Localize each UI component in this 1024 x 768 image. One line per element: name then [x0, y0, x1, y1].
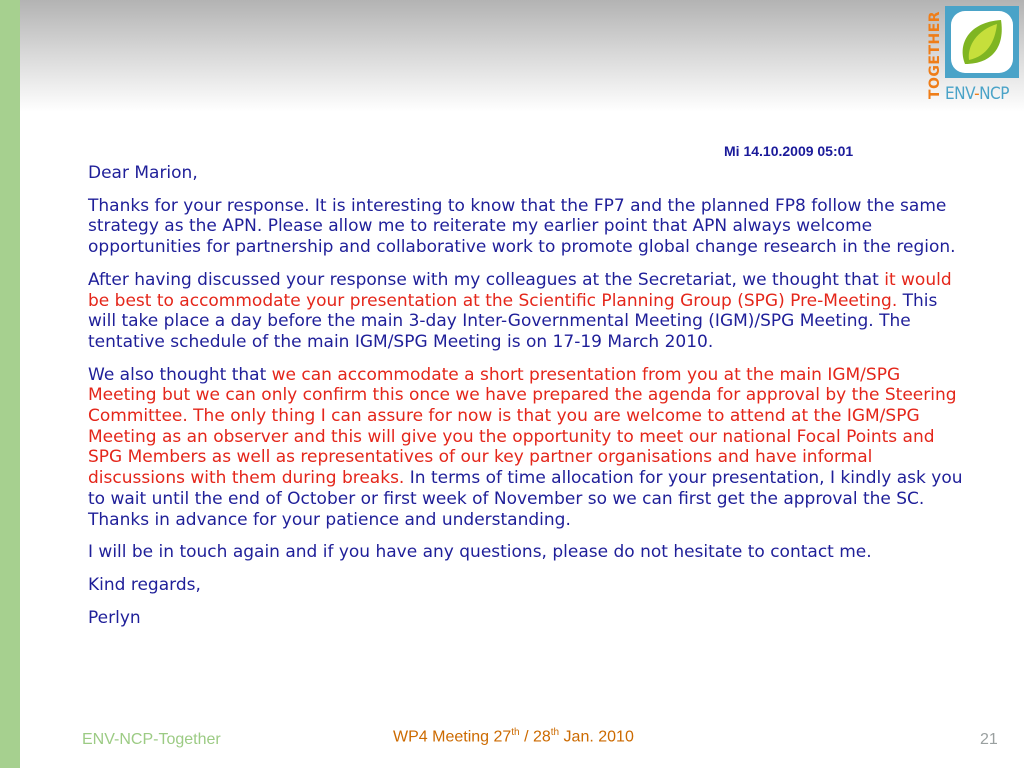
email-timestamp: Mi 14.10.2009 05:01: [724, 143, 854, 159]
logo-env-ncp-text: ENV-NCP: [945, 84, 1009, 104]
letter-paragraph-2: After having discussed your response with my colleagues at the Secretariat, we thought that it would be best to accommodate your presentation at the Scientific Planning Group (SPG) Pre-Meeting. This will take place a day before the main 3-day Inter-Governmental Meeting (IGM)/SPG Meeting. The tentative schedule of the main IGM/SPG Meeting is on 17-19 March 2010.: [88, 269, 952, 352]
env-ncp-together-logo: [927, 4, 1021, 106]
left-accent-bar: [0, 0, 20, 768]
letter-paragraph-1: Thanks for your response. It is interesting to know that the FP7 and the planned FP8 follow the same strategy as the APN. Please allow me to reiterate my earlier point that APN always welcome opportunities for partnership and collaborative work to promote global change research in the region.: [88, 195, 956, 258]
header-gradient: [20, 0, 1024, 112]
letter-paragraph-4: I will be in touch again and if you have any questions, please do not hesitate to contact me.: [88, 542, 872, 563]
logo-together-text: TOGETHER: [927, 10, 943, 100]
footer-project-name: ENV-NCP-Together: [82, 731, 221, 748]
letter-closing: Kind regards,: [88, 574, 201, 595]
letter-paragraph-3: We also thought that we can accommodate a short presentation from you at the main IGM/SPG Meeting but we can only confirm this once we have prepared the agenda for approval by the Steering Committee. The only thing I can assure for now is that you are welcome to attend at the IGM/SPG Meeting as an observer and this will give you the opportunity to meet our national Focal Points and SPG Members as well as representatives of our key partner organisations and have informal discussions with them during breaks. In terms of time allocation for your presentation, I kindly ask you to wait until the end of October or first week of November so we can first get the approval the SC. Thanks in advance for your patience and understanding.: [88, 364, 963, 530]
leaf-logo-icon: [945, 6, 1019, 78]
letter-greeting: Dear Marion,: [88, 163, 198, 183]
logo-together-wordmark: [927, 4, 943, 106]
footer-meeting-info: WP4 Meeting 27th / 28th Jan. 2010: [393, 727, 634, 746]
letter-signature: Perlyn: [88, 607, 141, 628]
email-letter-body: [88, 163, 970, 640]
highlighted-text: we can accommodate a short presentation from you at the main IGM/SPG Meeting but we can only confirm this once we have prepared the agenda for approval by the Steering Committee. The only thing I can assure for now is that you are welcome to attend at the IGM/SPG Meeting as an observer and this will give you the opportunity to meet our national Focal Points and SPG Members as well as representatives of our key partner organisations and have informal discussions with them during breaks.: [88, 364, 957, 489]
highlighted-text: it would be best to accommodate your presentation at the Scientific Planning Group (SPG) Pre-Meeting.: [88, 269, 952, 311]
slide-page-number: 21: [980, 731, 998, 748]
